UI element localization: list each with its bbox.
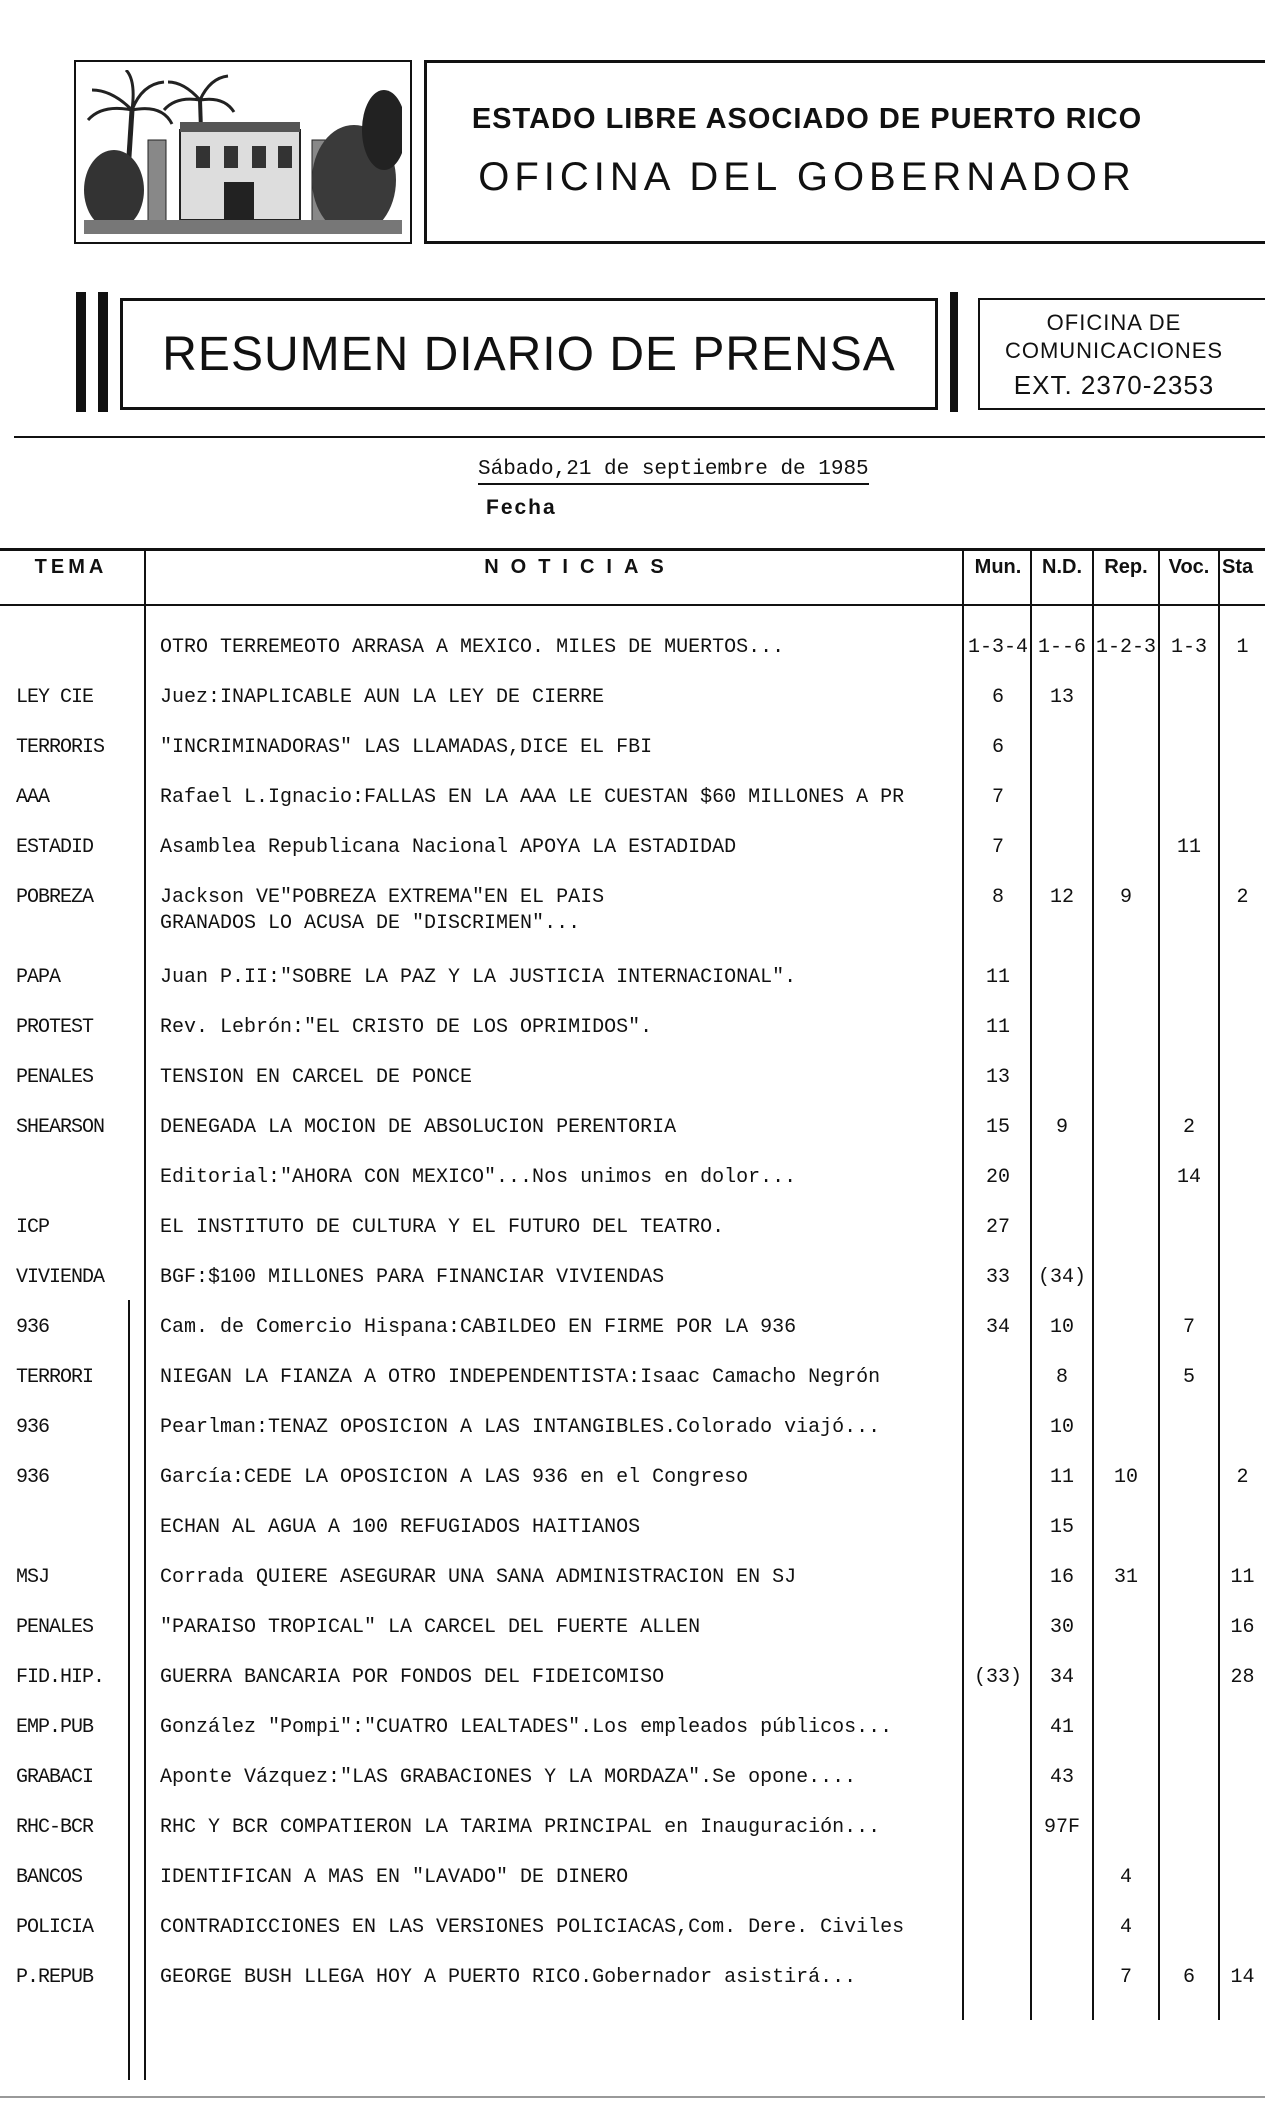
decorative-bar xyxy=(98,292,108,412)
row-headline: OTRO TERREMEOTO ARRASA A MEXICO. MILES DE MUERTOS... xyxy=(160,636,785,659)
row-page-nd: 43 xyxy=(1049,1766,1074,1789)
row-page-star: 2 xyxy=(1236,1466,1249,1489)
header-rep: Rep. xyxy=(1104,556,1148,578)
row-topic: BANCOS xyxy=(16,1866,83,1889)
row-page-mun: 15 xyxy=(985,1116,1010,1139)
row-topic: MSJ xyxy=(16,1566,50,1589)
row-topic: ICP xyxy=(16,1216,50,1239)
row-page-mun: 11 xyxy=(985,1016,1010,1039)
row-page-star: 2 xyxy=(1236,886,1249,909)
row-topic: VIVIENDA xyxy=(16,1266,105,1289)
row-headline-continued: GRANADOS LO ACUSA DE "DISCRIMEN"... xyxy=(160,912,581,935)
row-topic: P.REPUB xyxy=(16,1966,94,1989)
row-headline: TENSION EN CARCEL DE PONCE xyxy=(160,1066,473,1089)
row-headline: Juez:INAPLICABLE AUN LA LEY DE CIERRE xyxy=(160,686,605,709)
row-page-mun: (33) xyxy=(973,1666,1022,1689)
title-banner xyxy=(120,298,938,410)
row-page-nd: 34 xyxy=(1049,1666,1074,1689)
document-title: RESUMEN DIARIO DE PRENSA xyxy=(162,328,896,381)
row-page-mun: 8 xyxy=(991,886,1004,909)
row-headline: Corrada QUIERE ASEGURAR UNA SANA ADMINISTRACION EN SJ xyxy=(160,1566,797,1589)
building-photo xyxy=(84,70,402,234)
row-headline: IDENTIFICAN A MAS EN "LAVADO" DE DINERO xyxy=(160,1866,629,1889)
row-topic: 936 xyxy=(16,1316,50,1339)
table-header-rule xyxy=(0,604,1265,606)
office-name: OFICINA DEL GOBERNADOR xyxy=(478,155,1136,199)
row-page-voc: 2 xyxy=(1182,1116,1195,1139)
row-headline: "INCRIMINADORAS" LAS LLAMADAS,DICE EL FBI xyxy=(160,736,653,759)
row-page-voc: 7 xyxy=(1182,1316,1195,1339)
row-page-voc: 6 xyxy=(1182,1966,1195,1989)
row-headline: Juan P.II:"SOBRE LA PAZ Y LA JUSTICIA INTERNACIONAL". xyxy=(160,966,797,989)
row-topic: TERRORIS xyxy=(16,736,105,759)
row-topic: POLICIA xyxy=(16,1916,94,1939)
row-page-mun: 33 xyxy=(985,1266,1010,1289)
header-tema: TEMA xyxy=(34,556,108,578)
row-headline: BGF:$100 MILLONES PARA FINANCIAR VIVIENDAS xyxy=(160,1266,665,1289)
row-topic: EMP.PUB xyxy=(16,1716,94,1739)
row-page-nd: 41 xyxy=(1049,1716,1074,1739)
row-page-rep: 4 xyxy=(1119,1916,1132,1939)
row-page-nd: 10 xyxy=(1049,1316,1074,1339)
row-page-mun: 7 xyxy=(991,786,1004,809)
header-noticias: NOTICIAS xyxy=(484,556,676,578)
row-page-nd: 8 xyxy=(1055,1366,1068,1389)
row-page-voc: 1-3 xyxy=(1170,636,1207,659)
row-page-nd: 1--6 xyxy=(1037,636,1086,659)
row-page-star: 11 xyxy=(1230,1566,1255,1589)
office-line-1: OFICINA DE xyxy=(1046,310,1182,335)
commonwealth-name: ESTADO LIBRE ASOCIADO DE PUERTO RICO xyxy=(471,103,1143,135)
column-divider xyxy=(1092,550,1094,2020)
row-page-nd: 16 xyxy=(1049,1566,1074,1589)
row-page-voc: 5 xyxy=(1182,1366,1195,1389)
row-headline: NIEGAN LA FIANZA A OTRO INDEPENDENTISTA:Isaac Camacho Negrón xyxy=(160,1366,881,1389)
row-topic: RHC-BCR xyxy=(16,1816,94,1839)
row-page-nd: 13 xyxy=(1049,686,1074,709)
governor-office-banner xyxy=(424,60,1265,244)
header-voc: Voc. xyxy=(1168,556,1210,578)
row-page-mun: 20 xyxy=(985,1166,1010,1189)
page-bottom-rule xyxy=(0,2096,1265,2098)
row-page-star: 14 xyxy=(1230,1966,1255,1989)
row-headline: CONTRADICCIONES EN LAS VERSIONES POLICIACAS,Com. Dere. Civiles xyxy=(160,1916,905,1939)
column-divider xyxy=(1158,550,1160,2020)
row-headline: Rafael L.Ignacio:FALLAS EN LA AAA LE CUESTAN $60 MILLONES A PR xyxy=(160,786,905,809)
row-topic: PENALES xyxy=(16,1066,94,1089)
row-page-star: 28 xyxy=(1230,1666,1255,1689)
row-headline: Pearlman:TENAZ OPOSICION A LAS INTANGIBLES.Colorado viajó... xyxy=(160,1416,881,1439)
header-nd: N.D. xyxy=(1042,556,1082,578)
row-page-rep: 9 xyxy=(1119,886,1132,909)
row-topic: POBREZA xyxy=(16,886,94,909)
row-headline: ECHAN AL AGUA A 100 REFUGIADOS HAITIANOS xyxy=(160,1516,641,1539)
decorative-bar xyxy=(76,292,86,412)
header-mun: Mun. xyxy=(974,556,1022,578)
row-page-mun: 27 xyxy=(985,1216,1010,1239)
row-page-nd: 12 xyxy=(1049,886,1074,909)
row-headline: Jackson VE"POBREZA EXTREMA"EN EL PAIS xyxy=(160,886,605,909)
row-page-mun: 6 xyxy=(991,736,1004,759)
row-topic: FID.HIP. xyxy=(16,1666,105,1689)
date-value: Sábado,21 de septiembre de 1985 xyxy=(478,458,869,485)
office-line-2: COMUNICACIONES xyxy=(1004,338,1224,363)
row-topic: PENALES xyxy=(16,1616,94,1639)
row-page-mun: 7 xyxy=(991,836,1004,859)
building-photo-frame xyxy=(74,60,412,244)
row-page-voc: 11 xyxy=(1176,836,1201,859)
table-top-rule xyxy=(0,548,1265,551)
row-headline: "PARAISO TROPICAL" LA CARCEL DEL FUERTE ALLEN xyxy=(160,1616,701,1639)
row-headline: Editorial:"AHORA CON MEXICO"...Nos unimos en dolor... xyxy=(160,1166,797,1189)
row-page-nd: 97F xyxy=(1043,1816,1080,1839)
row-headline: Asamblea Republicana Nacional APOYA LA ESTADIDAD xyxy=(160,836,737,859)
row-page-rep: 1-2-3 xyxy=(1095,636,1156,659)
row-page-mun: 13 xyxy=(985,1066,1010,1089)
row-page-nd: 15 xyxy=(1049,1516,1074,1539)
row-page-nd: 10 xyxy=(1049,1416,1074,1439)
row-headline: RHC Y BCR COMPATIERON LA TARIMA PRINCIPAL en Inauguración... xyxy=(160,1816,881,1839)
row-topic: GRABACI xyxy=(16,1766,94,1789)
row-topic: TERRORI xyxy=(16,1366,94,1389)
column-divider xyxy=(144,550,146,2080)
decorative-bar xyxy=(950,292,958,412)
header-star: Sta xyxy=(1222,556,1254,578)
row-page-mun: 34 xyxy=(985,1316,1010,1339)
column-divider xyxy=(962,550,964,2020)
row-page-mun: 11 xyxy=(985,966,1010,989)
row-page-mun: 6 xyxy=(991,686,1004,709)
row-page-star: 1 xyxy=(1236,636,1249,659)
row-topic: 936 xyxy=(16,1416,50,1439)
row-headline: González "Pompi":"CUATRO LEALTADES".Los empleados públicos... xyxy=(160,1716,893,1739)
row-topic: 936 xyxy=(16,1466,50,1489)
row-page-nd: 11 xyxy=(1049,1466,1074,1489)
row-topic: PROTEST xyxy=(16,1016,94,1039)
row-page-nd: 9 xyxy=(1055,1116,1068,1139)
date-label: Fecha xyxy=(486,496,557,519)
office-extension: EXT. 2370-2353 xyxy=(1013,370,1215,400)
header-rule xyxy=(14,436,1265,438)
row-headline: GUERRA BANCARIA POR FONDOS DEL FIDEICOMISO xyxy=(160,1666,665,1689)
row-headline: García:CEDE LA OPOSICION A LAS 936 en el Congreso xyxy=(160,1466,749,1489)
row-headline: DENEGADA LA MOCION DE ABSOLUCION PERENTORIA xyxy=(160,1116,677,1139)
row-headline: Aponte Vázquez:"LAS GRABACIONES Y LA MORDAZA".Se opone.... xyxy=(160,1766,857,1789)
row-topic: AAA xyxy=(16,786,50,809)
row-page-rep: 10 xyxy=(1113,1466,1138,1489)
row-page-rep: 7 xyxy=(1119,1966,1132,1989)
row-page-rep: 4 xyxy=(1119,1866,1132,1889)
row-page-nd: (34) xyxy=(1037,1266,1086,1289)
row-headline: GEORGE BUSH LLEGA HOY A PUERTO RICO.Gobernador asistirá... xyxy=(160,1966,857,1989)
row-topic: PAPA xyxy=(16,966,61,989)
row-page-rep: 31 xyxy=(1113,1566,1138,1589)
row-headline: Rev. Lebrón:"EL CRISTO DE LOS OPRIMIDOS". xyxy=(160,1016,653,1039)
row-topic: LEY CIE xyxy=(16,686,94,709)
row-page-nd: 30 xyxy=(1049,1616,1074,1639)
row-topic: ESTADID xyxy=(16,836,94,859)
column-divider xyxy=(1218,550,1220,2020)
row-topic: SHEARSON xyxy=(16,1116,105,1139)
communications-office-box xyxy=(978,298,1265,410)
row-headline: EL INSTITUTO DE CULTURA Y EL FUTURO DEL TEATRO. xyxy=(160,1216,725,1239)
row-page-mun: 1-3-4 xyxy=(967,636,1028,659)
row-headline: Cam. de Comercio Hispana:CABILDEO EN FIRME POR LA 936 xyxy=(160,1316,797,1339)
row-page-voc: 14 xyxy=(1176,1166,1201,1189)
row-page-star: 16 xyxy=(1230,1616,1255,1639)
